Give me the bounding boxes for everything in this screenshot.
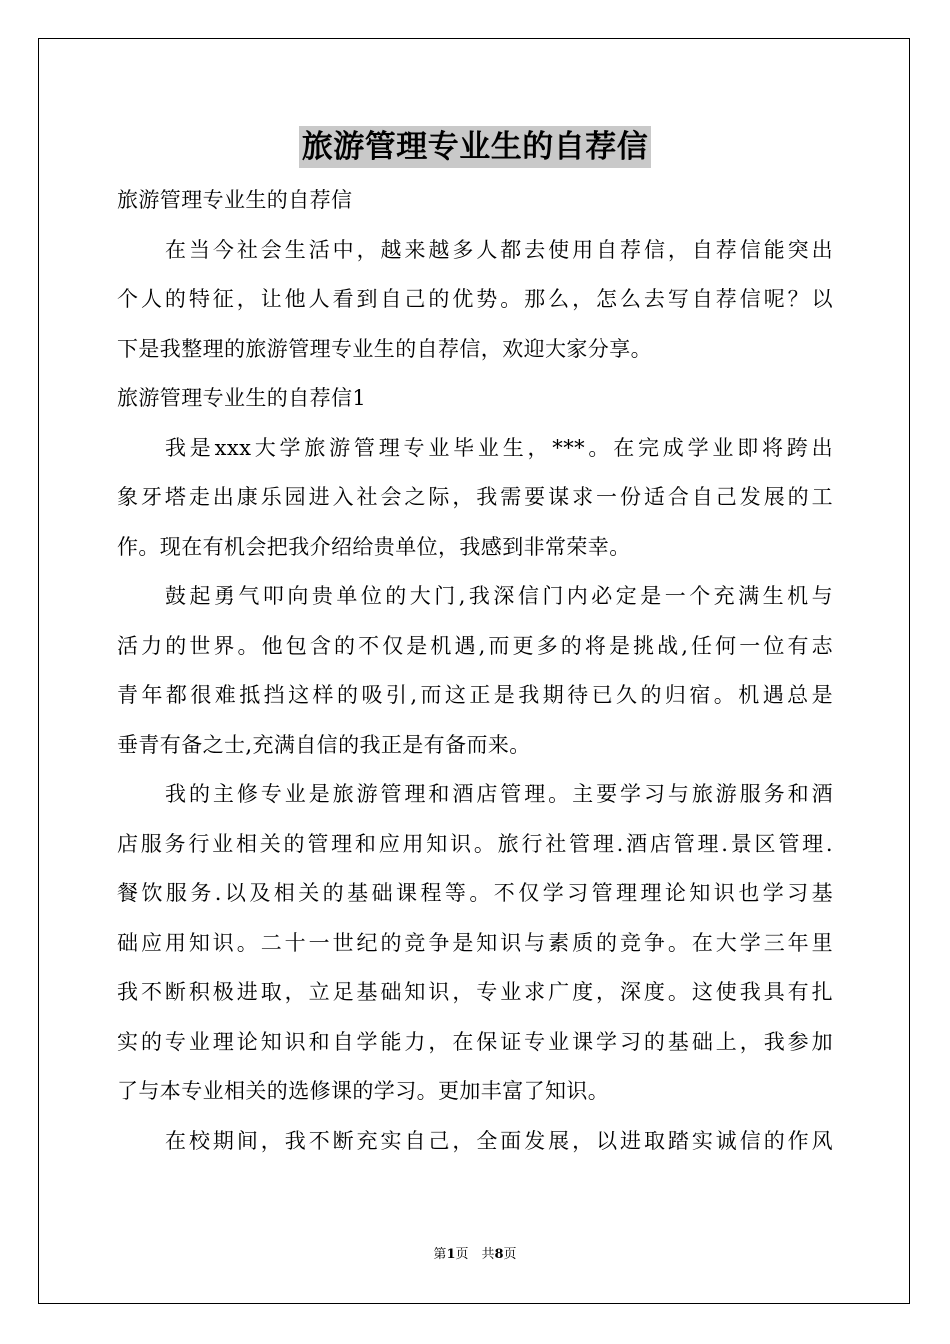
text-line: 了与本专业相关的选修课的学习。更加丰富了知识。 — [117, 1079, 610, 1103]
text-line: 础应用知识。二十一世纪的竞争是知识与素质的竞争。在大学三年里 — [117, 930, 833, 955]
text-line: 我的主修专业是旅游管理和酒店管理。主要学习与旅游服务和酒 — [165, 782, 833, 806]
text-line: 餐饮服务.以及相关的基础课程等。不仅学习管理理论知识也学习基 — [117, 881, 833, 905]
text-line: 垂青有备之士,充满自信的我正是有备而来。 — [117, 732, 531, 757]
text-line: 在校期间，我不断充实自己，全面发展，以进取踏实诚信的作风 — [165, 1128, 833, 1153]
document-title: 旅游管理专业生的自荐信 — [299, 126, 652, 168]
footer-label-mid: 页 共 — [455, 1247, 495, 1262]
total-page-number: 8 — [494, 1247, 504, 1262]
text-line: 作。现在有机会把我介绍给贵单位，我感到非常荣幸。 — [117, 534, 631, 559]
document-body — [117, 176, 833, 1166]
text-line: 象牙塔走出康乐园进入社会之际，我需要谋求一份适合自己发展的工 — [117, 485, 833, 509]
text-line: 旅游管理专业生的自荐信 — [117, 188, 353, 212]
text-line: 活力的世界。他包含的不仅是机遇,而更多的将是挑战,任何一位有志 — [117, 633, 833, 658]
page-footer — [0, 1246, 950, 1264]
text-line: 店服务行业相关的管理和应用知识。旅行社管理.酒店管理.景区管理. — [117, 831, 833, 856]
title-container — [0, 126, 950, 168]
text-line: 鼓起勇气叩向贵单位的大门,我深信门内必定是一个充满生机与 — [165, 584, 833, 608]
footer-label-pre: 第 — [433, 1247, 447, 1262]
text-line: 青年都很难抵挡这样的吸引,而这正是我期待已久的归宿。机遇总是 — [117, 683, 833, 707]
text-line: 个人的特征，让他人看到自己的优势。那么，怎么去写自荐信呢？以 — [117, 287, 833, 311]
text-line: 下是我整理的旅游管理专业生的自荐信，欢迎大家分享。 — [117, 336, 652, 361]
footer-label-post: 页 — [503, 1247, 517, 1262]
text-line: 在当今社会生活中，越来越多人都去使用自荐信，自荐信能突出 — [165, 237, 833, 262]
text-line: 旅游管理专业生的自荐信1 — [117, 386, 367, 410]
current-page-number: 1 — [446, 1247, 456, 1262]
text-line: 我不断积极进取，立足基础知识，专业求广度，深度。这使我具有扎 — [117, 980, 833, 1004]
text-line: 我是xxx大学旅游管理专业毕业生，***。在完成学业即将跨出 — [165, 435, 833, 460]
text-line: 实的专业理论知识和自学能力，在保证专业课学习的基础上，我参加 — [117, 1029, 833, 1054]
